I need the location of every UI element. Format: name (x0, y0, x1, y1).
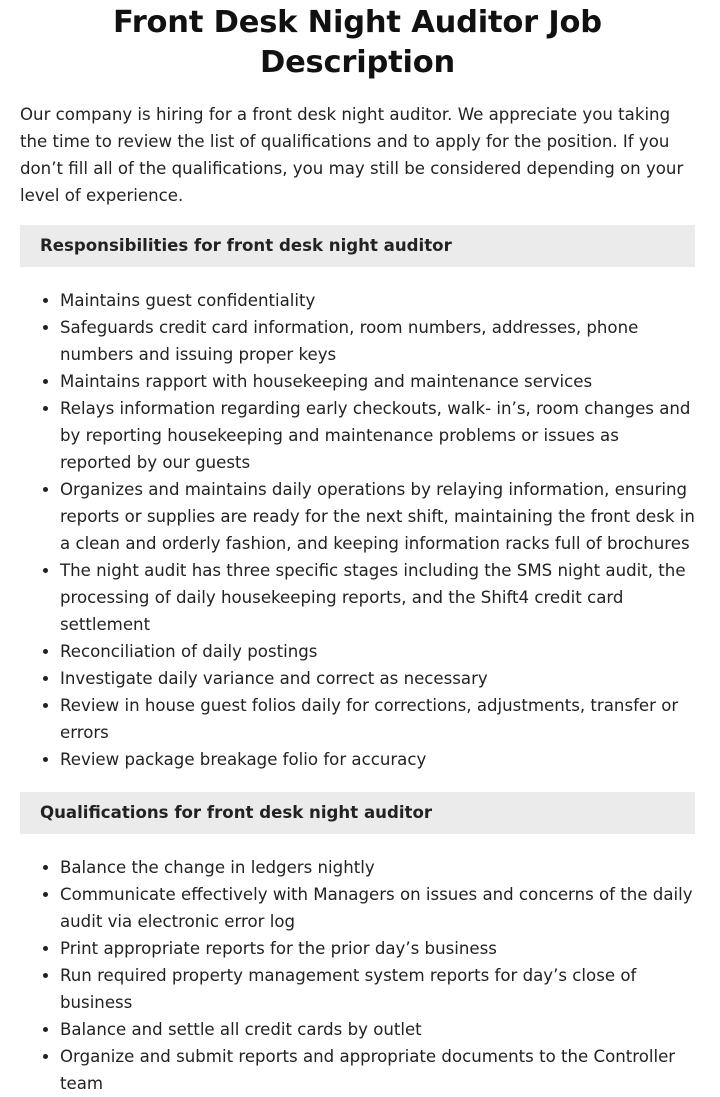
list-item: • Run required property management system reports for day’s close of business (60, 962, 695, 1016)
list-item: • The night audit has three specific stages including the SMS night audit, the processing of daily housekeeping reports, and the Shift4 credit card settlement (60, 557, 695, 638)
list-item: • Maintains rapport with housekeeping and maintenance services (60, 368, 695, 395)
list-item: • Investigate daily variance and correct as necessary (60, 665, 695, 692)
qualifications-heading: Qualifications for front desk night auditor (20, 792, 695, 834)
list-item: • Organize and submit reports and appropriate documents to the Controller team (60, 1043, 695, 1097)
list-item: • Reconciliation of daily postings (60, 638, 695, 665)
list-item: • Maintains guest confidentiality (60, 287, 695, 314)
list-item: • Review in house guest folios daily for corrections, adjustments, transfer or errors (60, 692, 695, 746)
responsibilities-list (20, 287, 695, 773)
list-item: • Review package breakage folio for accuracy (60, 746, 695, 773)
responsibilities-heading: Responsibilities for front desk night auditor (20, 225, 695, 267)
list-item: • Balance and settle all credit cards by outlet (60, 1016, 695, 1043)
list-item: • Balance the change in ledgers nightly (60, 854, 695, 881)
intro-paragraph: Our company is hiring for a front desk night auditor. We appreciate you taking the time to review the list of qualifications and to apply for the position. If you don’t fill all of the qualifications, you may still be considered depending on your level of experience. (20, 105, 684, 205)
list-item: • Print appropriate reports for the prior day’s business (60, 935, 695, 962)
list-item: • Safeguards credit card information, room numbers, addresses, phone numbers and issuing proper keys (60, 314, 695, 368)
page-title: Front Desk Night Auditor Job Description (113, 5, 602, 80)
list-item: • Communicate effectively with Managers on issues and concerns of the daily audit via electronic error log (60, 881, 695, 935)
list-item: • Organizes and maintains daily operations by relaying information, ensuring reports or supplies are ready for the next shift, maintaining the front desk in a clean and orderly fashion, and keeping information racks full of brochures (60, 476, 695, 557)
list-item: • Relays information regarding early checkouts, walk- in’s, room changes and by reporting housekeeping and maintenance problems or issues as reported by our guests (60, 395, 695, 476)
qualifications-list (20, 854, 695, 1097)
